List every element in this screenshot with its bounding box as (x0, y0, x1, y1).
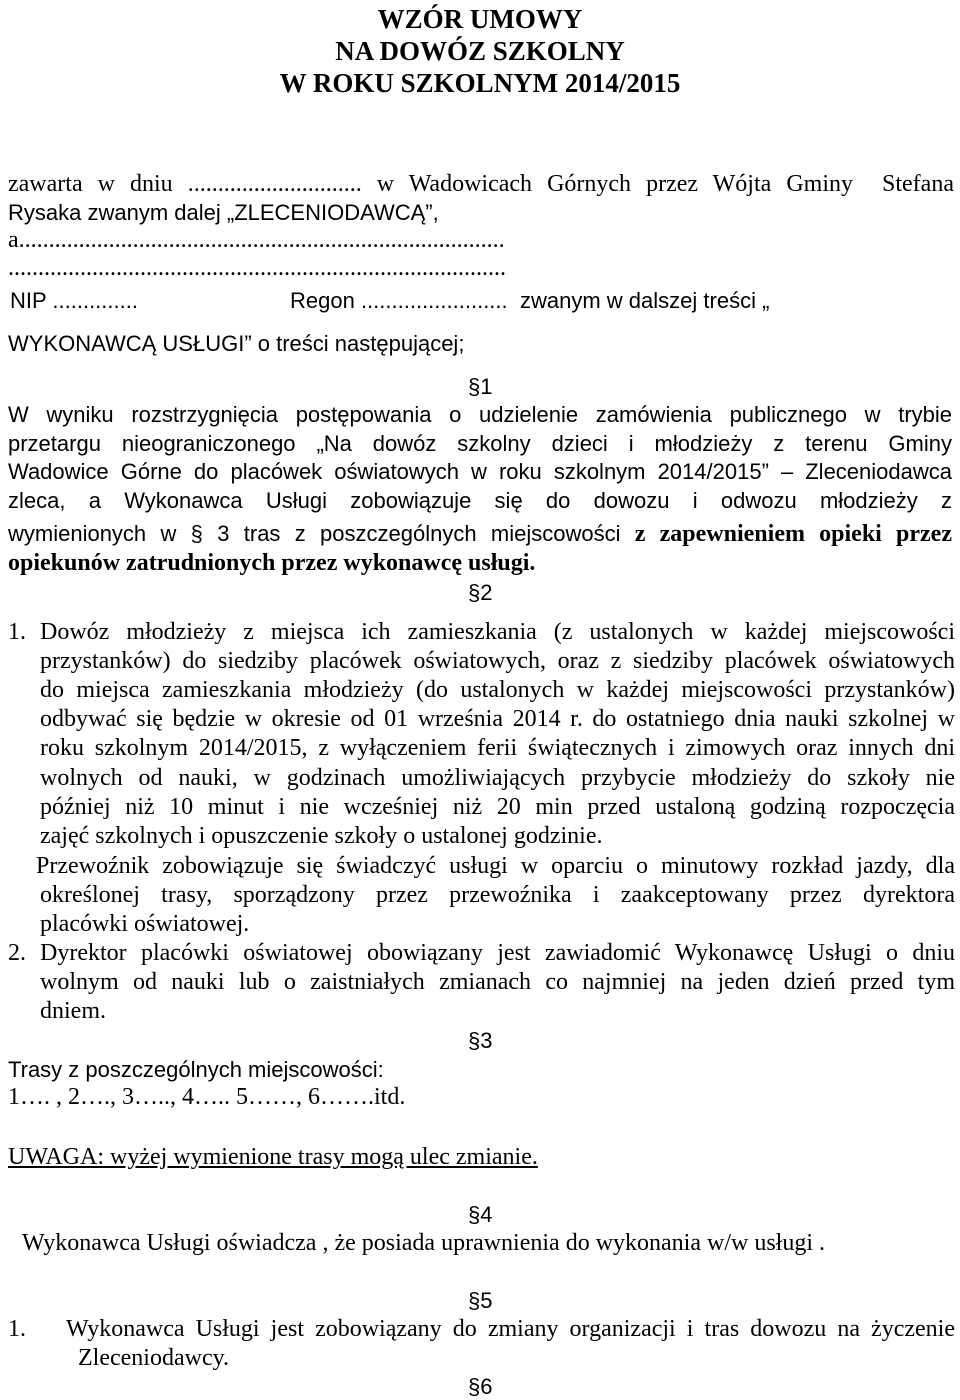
paragraph-line: przystanków) do siedziby placówek oświatowych, oraz z siedziby placówek oświatowych (40, 648, 955, 674)
paragraph-line: dniem. (40, 998, 106, 1024)
paragraph-line: wolnym od nauki lub o zaistniałych zmianach co najmniej na jeden dzień przed tym (40, 969, 955, 995)
paragraph-line: Zleceniodawcy. (78, 1345, 230, 1371)
routes-note: UWAGA: wyżej wymienione trasy mogą ulec zmianie. (8, 1144, 538, 1170)
paragraph-line: Wykonawca Usługi oświadcza , że posiada uprawnienia do wykonania w/w usługi . (22, 1230, 826, 1256)
list-number: 2. (8, 940, 26, 966)
paragraph-line: później niż 10 minut i nie wcześniej niż 20 min przed ustaloną godziną rozpoczęcia (40, 794, 955, 820)
paragraph-line (8, 519, 952, 548)
paragraph-line: przetargu nieograniczonego „Na dowóz szkolny dzieci i młodzieży z terenu Gminy (8, 431, 952, 456)
section-heading: §3 (468, 1028, 493, 1053)
paragraph-text: wymienionych w § 3 tras z poszczególnych miejscowości (8, 521, 621, 546)
preamble-line: Rysaka zwanym dalej „ZLECENIODAWCĄ”, (8, 200, 439, 225)
paragraph-line: wolnych od nauki, w godzinach umożliwiających przybycie młodzieży do szkoły nie (40, 765, 955, 791)
paragraph-line: Dowóz młodzieży z miejsca ich zamieszkania (z ustalonych w każdej miejscowości (40, 619, 955, 645)
section-heading: §2 (468, 580, 493, 605)
preamble-line: zwanym w dalszej treści „ (520, 288, 770, 313)
preamble-line: zawarta w dniu ............................. w Wadowicach Górnych przez Wójta Gminy (8, 171, 853, 197)
paragraph-line: Dyrektor placówki oświatowej obowiązany jest zawiadomić Wykonawcę Usługi o dniu (40, 940, 955, 966)
list-number: 1. (8, 1316, 26, 1342)
section-heading: §5 (468, 1288, 493, 1313)
document-title-line: WZÓR UMOWY (377, 4, 583, 34)
document-title-line: W ROKU SZKOLNYM 2014/2015 (279, 68, 681, 98)
paragraph-line: Przewoźnik zobowiązuje się świadczyć usługi w oparciu o minutowy rozkład jazdy, dla (36, 853, 955, 879)
paragraph-line: odbywać się będzie w okresie od 01 września 2014 r. do ostatniego dnia nauki szkolnej w (40, 706, 955, 732)
contractor-name-blank: a................................................................................. (8, 227, 505, 253)
routes-label: Trasy z poszczególnych miejscowości: (8, 1057, 384, 1082)
paragraph-line: do miejsca zamieszkania młodzieży (do ustalonych w każdej miejscowości przystanków) (40, 677, 955, 703)
preamble-line-end: Stefana (882, 171, 954, 197)
section-heading: §1 (468, 374, 493, 399)
document-title-line: NA DOWÓZ SZKOLNY (335, 36, 625, 66)
paragraph-line: określonej trasy, sporządzony przez przewoźnika i zaakceptowany przez dyrektora (40, 882, 955, 908)
contractor-name-blank: ................................................................................... (8, 255, 506, 281)
preamble-line: WYKONAWCĄ USŁUGI” o treści następującej; (8, 331, 465, 356)
paragraph-line: W wyniku rozstrzygnięcia postępowania o udzielenie zamówienia publicznego w trybie (8, 402, 952, 427)
paragraph-line: placówki oświatowej. (40, 911, 250, 937)
nip-field: NIP .............. (10, 288, 138, 313)
paragraph-line: Wykonawca Usługi jest zobowiązany do zmiany organizacji i tras dowozu na życzenie (66, 1316, 955, 1342)
section-heading: §4 (468, 1202, 493, 1227)
section-heading: §6 (468, 1374, 493, 1399)
list-number: 1. (8, 619, 26, 645)
routes-list: 1…. , 2…., 3….., 4….. 5……, 6…….itd. (8, 1084, 406, 1110)
paragraph-line: zleca, a Wykonawca Usługi zobowiązuje się do dowozu i odwozu młodzieży z (8, 488, 952, 513)
paragraph-line: zajęć szkolnych i opuszczenie szkoły o ustalonej godzinie. (40, 823, 603, 849)
paragraph-bold-text: z zapewnieniem opieki przez (634, 521, 952, 547)
paragraph-bold-line: opiekunów zatrudnionych przez wykonawcę usługi. (8, 550, 536, 576)
regon-field: Regon ........................ (290, 288, 508, 313)
paragraph-line: Wadowice Górne do placówek oświatowych w roku szkolnym 2014/2015” – Zleceniodawca (8, 459, 952, 484)
paragraph-line: roku szkolnym 2014/2015, z wyłączeniem ferii świątecznych i zimowych oraz innych dni (40, 735, 955, 761)
